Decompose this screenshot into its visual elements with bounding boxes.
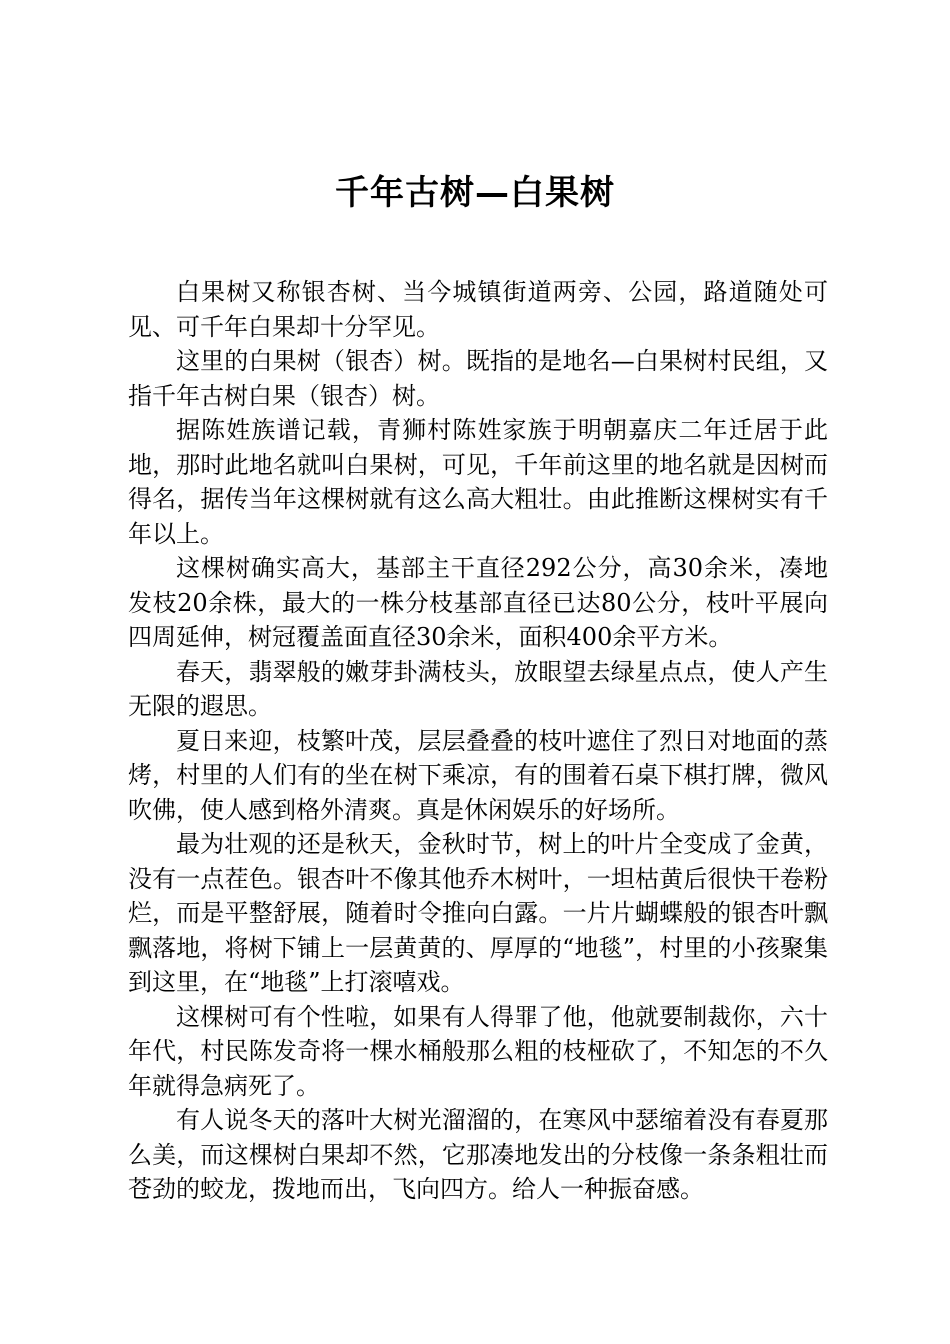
paragraph-7: 最为壮观的还是秋天，金秋时节，树上的叶片全变成了金黄，没有一点茬色。银杏叶不像其他乔木树叶，一坦枯黄后很快干卷粉烂，而是平整舒展，随着时令推向白露。一片片蝴蝶般的银杏叶飘飘落地，将树下铺上一层黄黄的、厚厚的“地毯”，村里的小孩聚集到这里，在“地毯”上打滚嘻戏。: [128, 830, 828, 996]
paragraph-6: 夏日来迎，枝繁叶茂，层层叠叠的枝叶遮住了烈日对地面的蒸烤，村里的人们有的坐在树下乘凉，有的围着石桌下棋打牌，微风吹佛，使人感到格外清爽。真是休闲娱乐的好场所。: [128, 726, 828, 824]
paragraph-4: 这棵树确实高大，基部主干直径292公分，高30余米，凑地发枝20余株，最大的一株分枝基部直径已达80公分，枝叶平展向四周延伸，树冠覆盖面直径30余米，面积400余平方米。: [128, 554, 828, 651]
paragraph-3: 据陈姓族谱记载，青狮村陈姓家族于明朝嘉庆二年迁居于此地，那时此地名就叫白果树，可见，千年前这里的地名就是因树而得名，据传当年这棵树就有这么高大粗壮。由此推断这棵树实有千年以上。: [128, 416, 828, 548]
paragraph-1: 白果树又称银杏树、当今城镇街道两旁、公园，路道随处可见、可千年白果却十分罕见。: [128, 278, 828, 341]
document-title: 千年古树—白果树: [335, 172, 615, 213]
paragraph-2: 这里的白果树（银杏）树。既指的是地名—白果树村民组，又指千年古树白果（银杏）树。: [128, 347, 828, 410]
paragraph-9: 有人说冬天的落叶大树光溜溜的，在寒风中瑟缩着没有春夏那么美，而这棵树白果却不然，它那凑地发出的分枝像一条条粗壮而苍劲的蛟龙，拨地而出，飞向四方。给人一种振奋感。: [128, 1106, 828, 1203]
document-body: [128, 275, 828, 1207]
paragraph-8: 这棵树可有个性啦，如果有人得罪了他，他就要制裁你，六十年代，村民陈发奇将一棵水桶般那么粗的枝桠砍了，不知怎的不久年就得急病死了。: [128, 1002, 828, 1100]
paragraph-5: 春天，翡翠般的嫩芽卦满枝头，放眼望去绿星点点，使人产生无限的遐思。: [128, 657, 828, 720]
